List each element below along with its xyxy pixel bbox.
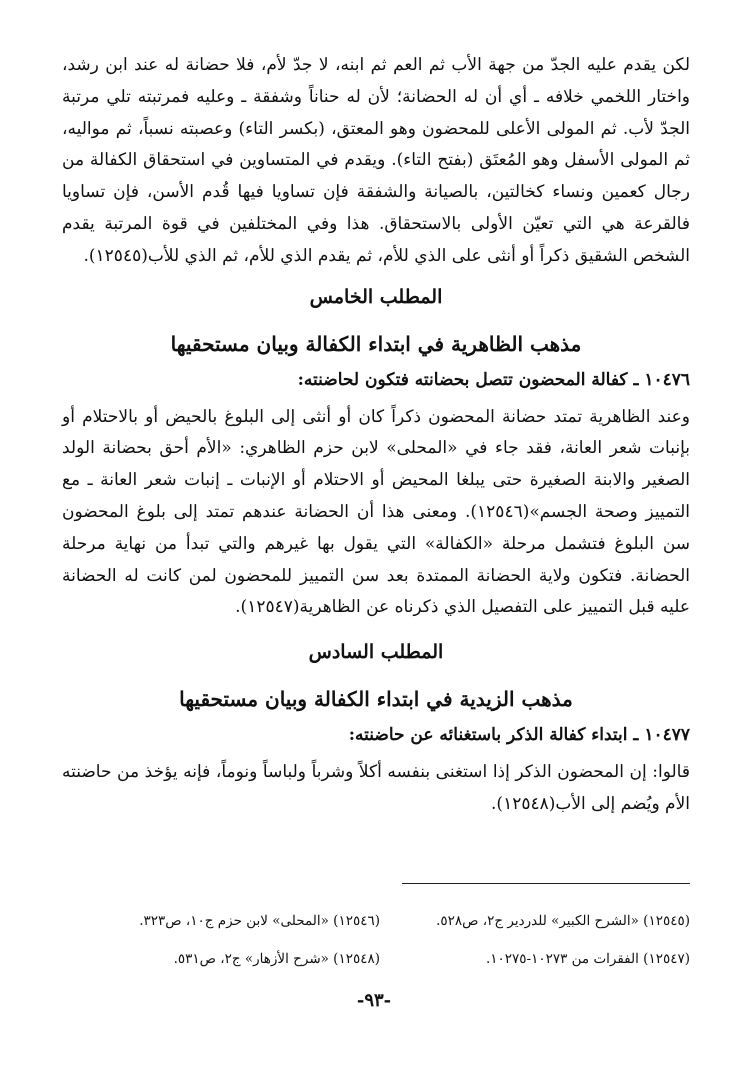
section-5-heading: مذهب الظاهرية في ابتداء الكفالة وبيان مستحقيها <box>170 331 582 356</box>
paragraph-3: قالوا: إن المحضون الذكر إذا استغنى بنفسه أكلاً وشرباً ولباساً ونوماً، فإنه يؤخذ من حاضنته الأم ويُضم إلى الأب(١٢٥٤٨). <box>62 762 690 814</box>
footnote-12545: (١٢٥٤٥) «الشرح الكبير» للدردير ج٢، ص٥٢٨. <box>436 913 690 929</box>
page-number: -٩٣- <box>356 990 392 1011</box>
footnote-12547: (١٢٥٤٧) الفقرات من ١٠٢٧٣-١٠٢٧٥. <box>485 951 690 967</box>
footnote-row <box>62 902 690 940</box>
footnote-row <box>62 940 690 978</box>
footnote-divider <box>402 883 690 884</box>
item-10477-heading: ١٠٤٧٧ ـ ابتداء كفالة الذكر باستغنائه عن حاضنته: <box>348 725 690 746</box>
paragraph-1: لكن يقدم عليه الجدّ من جهة الأب ثم العم ثم ابنه، لا جدّ لأم، فلا حضانة له عند ابن رشد، واختار اللخمي خلافه ـ أي أن له الحضانة؛ لأن له حناناً وشفقة ـ وعليه فمرتبته تلي مرتبة الجدّ لأب. ثم المولى الأعلى للمحضون وهو المعتق، (بكسر التاء) وعصبته نسباً، ثم مواليه، ثم المولى الأسفل وهو المُعتَق (بفتح التاء). ويقدم في المتساوين في استحقاق الكفالة من رجال كعمين ونساء كخالتين، بالصيانة والشفقة فإن تساويا فيها قُدم الأسن، فإن تساويا فالقرعة هي التي تعيّن الأولى بالاستحقاق. هذا وفي المختلفين في قوة المرتبة يقدم الشخص الشقيق ذكراً أو أنثى على الذي للأم، ثم يقدم الذي للأم، ثم الذي للأب(١٢٥٤٥). <box>62 55 690 266</box>
footnotes <box>62 902 690 978</box>
section-6-heading: مذهب الزيدية في ابتداء الكفالة وبيان مستحقيها <box>179 687 573 712</box>
footnote-12548: (١٢٥٤٨) «شرح الأزهار» ج٢، ص٥٣١. <box>173 951 380 967</box>
section-5-title: المطلب الخامس <box>309 285 443 308</box>
section-6-title: المطلب السادس <box>308 641 444 664</box>
item-10476-heading: ١٠٤٧٦ ـ كفالة المحضون تتصل بحضانته فتكون لحاضنته: <box>297 369 690 390</box>
footnote-12546: (١٢٥٤٦) «المحلى» لابن حزم ج١٠، ص٣٢٣. <box>139 913 380 929</box>
page-body <box>62 50 690 821</box>
paragraph-2: وعند الظاهرية تمتد حضانة المحضون ذكراً كان أو أنثى إلى البلوغ بالحيض أو بالاحتلام أو بإنبات شعر العانة، فقد جاء في «المحلى» لابن حزم الظاهري: «الأم أحق بحضانة الولد الصغير والابنة الصغيرة حتى يبلغا المحيض أو الاحتلام أو الإنبات ـ إنبات شعر العانة ـ مع التمييز وصحة الجسم»(١٢٥٤٦). ومعنى هذا أن الحضانة عندهم تمتد إلى بلوغ المحضون سن البلوغ فتشمل مرحلة «الكفالة» التي يقول بها غيرهم والتي تبدأ من نهاية مرحلة الحضانة. فتكون ولاية الحضانة الممتدة بعد سن التمييز للمحضون لمن كانت له الحضانة عليه قبل التمييز على التفصيل الذي ذكرناه عن الظاهرية(١٢٥٤٧). <box>62 406 691 618</box>
